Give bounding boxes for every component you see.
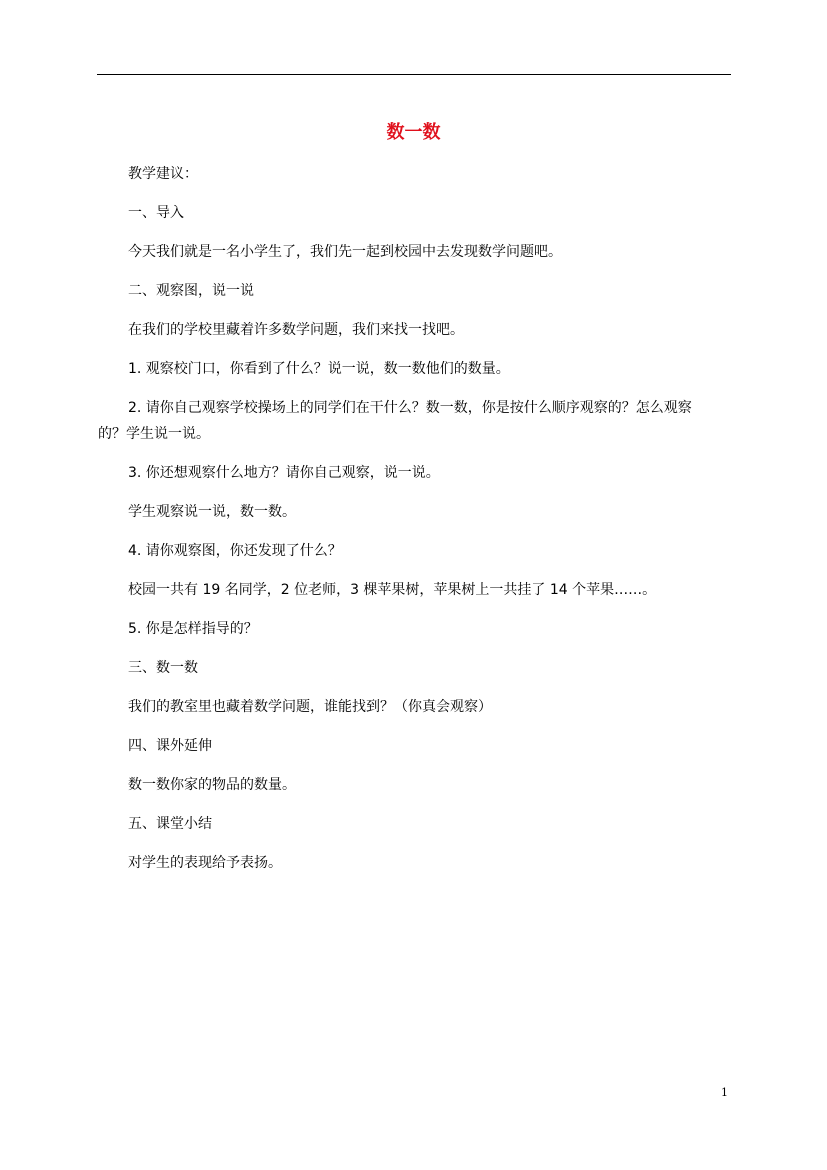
- page-number: 1: [721, 1086, 728, 1099]
- section-heading-extension: 四、课外延伸: [128, 738, 212, 754]
- section-heading-count: 三、数一数: [128, 660, 198, 676]
- paragraph: 今天我们就是一名小学生了，我们先一起到校园中去发现数学问题吧。: [128, 244, 562, 260]
- paragraph: 校园一共有 19 名同学，2 位老师，3 棵苹果树，苹果树上一共挂了 14 个苹果……。: [128, 582, 657, 598]
- section-heading-observe: 二、观察图，说一说: [128, 283, 254, 299]
- paragraph: 学生观察说一说，数一数。: [128, 504, 296, 520]
- teaching-suggestions-heading: 教学建议：: [128, 166, 198, 182]
- numbered-item: 1. 观察校门口，你看到了什么？说一说，数一数他们的数量。: [128, 361, 510, 377]
- document-title: 数一数: [386, 122, 441, 143]
- header-rule: [97, 74, 731, 75]
- paragraph: 对学生的表现给予表扬。: [128, 855, 282, 871]
- section-heading-summary: 五、课堂小结: [128, 816, 212, 832]
- numbered-item: 5. 你是怎样指导的？: [128, 621, 258, 637]
- numbered-item: 2. 请你自己观察学校操场上的同学们在干什么？数一数，你是按什么顺序观察的？怎么观察: [128, 400, 692, 416]
- paragraph: 我们的教室里也藏着数学问题，谁能找到？（你真会观察）: [128, 699, 492, 715]
- numbered-item: 4. 请你观察图，你还发现了什么？: [128, 543, 342, 559]
- document-body: [98, 164, 728, 892]
- numbered-item-continuation: 的？学生说一说。: [98, 426, 210, 442]
- paragraph: 在我们的学校里藏着许多数学问题，我们来找一找吧。: [128, 322, 464, 338]
- section-heading-intro: 一、导入: [128, 205, 184, 221]
- paragraph: 数一数你家的物品的数量。: [128, 777, 296, 793]
- numbered-item: 3. 你还想观察什么地方？请你自己观察，说一说。: [128, 465, 440, 481]
